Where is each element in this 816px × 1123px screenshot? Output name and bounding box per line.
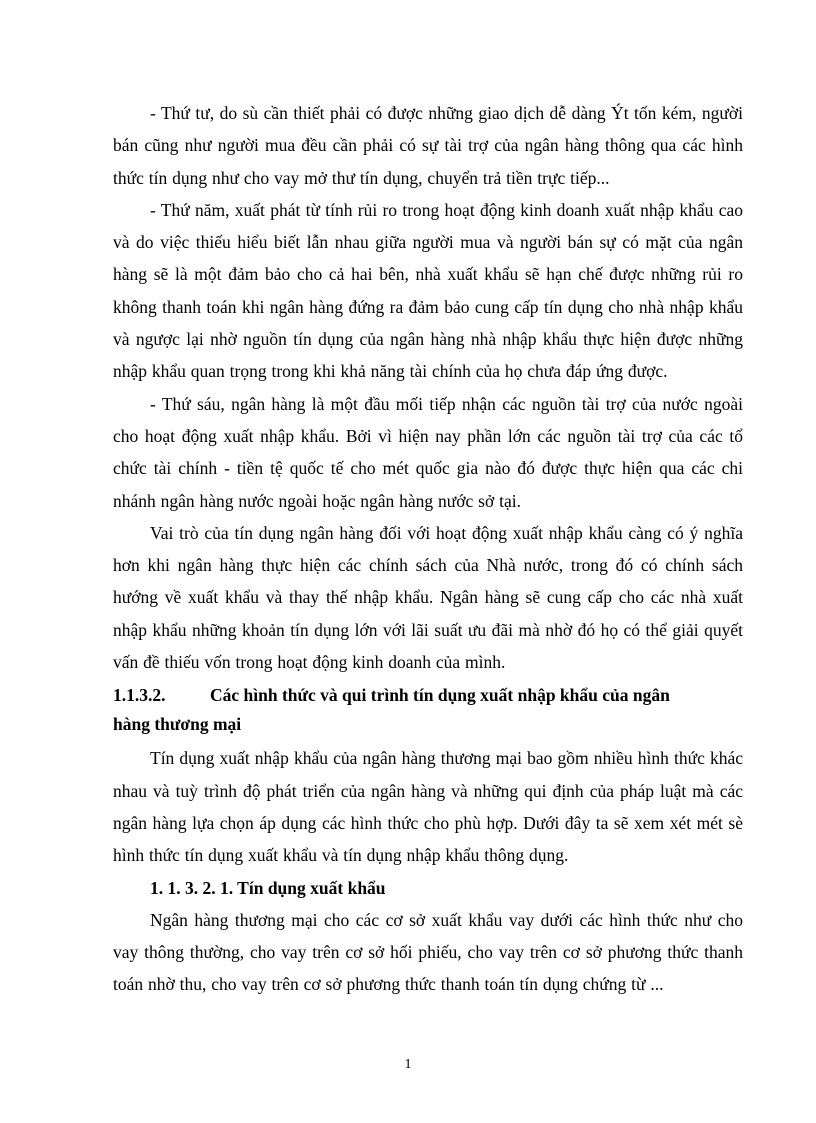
document-page: [113, 97, 743, 1000]
section-heading-number: 1.1.3.2.: [113, 685, 166, 706]
paragraph-fifth-reason: - Thứ năm, xuất phát từ tính rủi ro trong hoạt động kinh doanh xuất nhập khẩu cao và do việc thiếu hiểu biết lẫn nhau giữa người mua và người bán sự có mặt của ngân hàng sẽ là một đảm bảo cho cả hai bên, nhà xuất khẩu sẽ hạn chế được những rủi ro không thanh toán khi ngân hàng đứng ra đảm bảo cung cấp tín dụng cho nhà nhập khẩu và ngược lại nhờ nguồn tín dụng của ngân hàng nhà nhập khẩu thực hiện được những nhập khẩu quan trọng trong khi khả năng tài chính của họ chưa đáp ứng được.: [113, 199, 743, 382]
page-number: 1: [404, 1057, 412, 1072]
paragraph-sixth-reason: - Thứ sáu, ngân hàng là một đầu mối tiếp nhận các nguồn tài trợ của nước ngoài cho hoạt động xuất nhập khẩu. Bởi vì hiện nay phần lớn các nguồn tài trợ của các tổ chức tài chính - tiền tệ quốc tế cho mét quốc gia nào đó được thực hiện qua các chi nhánh ngân hàng nước ngoài hoặc ngân hàng nước sở tại.: [113, 393, 743, 511]
paragraph-credit-forms: Tín dụng xuất nhập khẩu của ngân hàng thương mại bao gồm nhiều hình thức khác nhau và tuỳ trình độ phát triển của ngân hàng và những qui định của pháp luật mà các ngân hàng lựa chọn áp dụng các hình thức cho phù hợp. Dưới đây ta sẽ xem xét mét sè hình thức tín dụng xuất khẩu và tín dụng nhập khẩu thông dụng.: [113, 748, 743, 866]
subsection-heading: 1. 1. 3. 2. 1. Tín dụng xuất khẩu: [150, 877, 386, 898]
section-heading: [113, 681, 743, 710]
paragraph-bank-credit-role: Vai trò của tín dụng ngân hàng đối với hoạt động xuất nhập khẩu càng có ý nghĩa hơn khi ngân hàng thực hiện các chính sách của Nhà nước, trong đó có chính sách hướng về xuất khẩu và thay thế nhập khẩu. Ngân hàng sẽ cung cấp cho các nhà xuất nhập khẩu những khoản tín dụng lớn với lãi suất ưu đãi mà nhờ đó họ có thể giải quyết vấn đề thiếu vốn trong hoạt động kinh doanh của mình.: [113, 522, 743, 673]
section-heading-title: Các hình thức và qui trình tín dụng xuất nhập khẩu của ngân: [210, 685, 670, 706]
paragraph-export-credit: Ngân hàng thương mại cho các cơ sở xuất khẩu vay dưới các hình thức như cho vay thông thường, cho vay trên cơ sở hối phiếu, cho vay trên cơ sở phương thức thanh toán nhờ thu, cho vay trên cơ sở phương thức thanh toán tín dụng chứng từ ...: [113, 909, 743, 995]
paragraph-fourth-reason: - Thứ tư, do sù cần thiết phải có được những giao dịch dễ dàng Ýt tốn kém, người bán cũng như người mua đều cần phải có sự tài trợ của ngân hàng thông qua các hình thức tín dụng như cho vay mở thư tín dụng, chuyển trả tiền trực tiếp...: [113, 103, 743, 188]
section-heading-title-continued: hàng thương mại: [113, 714, 242, 735]
